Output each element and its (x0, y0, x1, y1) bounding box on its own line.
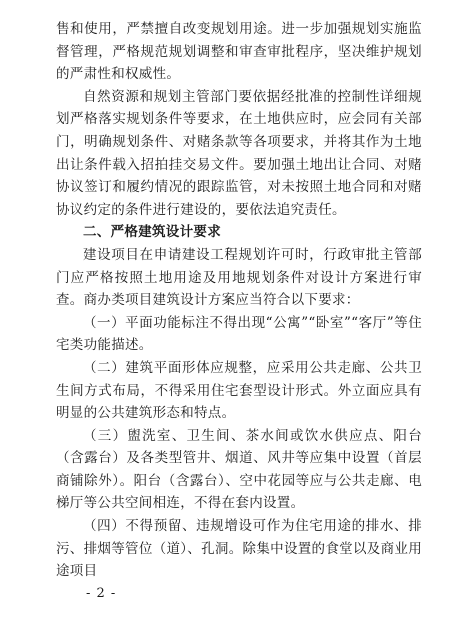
requirement-item-4: （四）不得预留、违规增设可作为住宅用途的排水、排污、排烟等管位（道）、孔洞。除集中设置的食堂以及商业用途项目 (56, 518, 422, 580)
paragraph-continuation: 售和使用，严禁擅自改变规划用途。进一步加强规划实施监督管理，严格规范规划调整和审查审批程序，坚决维护规划的严肃性和权威性。 (56, 21, 422, 83)
requirement-item-2: （二）建筑平面形体应规整，应采用公共走廊、公共卫生间方式布局，不得采用住宅套型设计形式。外立面应具有明显的公共建筑形态和特点。 (56, 359, 422, 422)
document-page (56, 18, 422, 583)
paragraph-planning-conditions: 自然资源和规划主管部门要依据经批准的控制性详细规划严格落实规划条件等要求，在土地供应时，应会同有关部门，明确规划条件、对赌条款等各项要求，并将其作为土地出让条件载入招拍挂交易文件。要加强土地出让合同、对赌协议签订和履约情况的跟踪监管，对未按照土地合同和对赌协议约定的条件进行建设的，要依法追究责任。 (56, 88, 422, 218)
section-heading: 二、严格建筑设计要求 (83, 224, 221, 241)
requirement-item-1: （一）平面功能标注不得出现“公寓”“卧室”“客厅”等住宅类功能描述。 (56, 314, 422, 354)
page-number: - 2 - (86, 586, 117, 601)
paragraph-review-requirements: 建设项目在申请建设工程规划许可时，行政审批主管部门应严格按照土地用途及用地规划条件对设计方案进行审查。商办类项目建筑设计方案应当符合以下要求： (56, 246, 422, 309)
requirement-item-3: （三）盥洗室、卫生间、茶水间或饮水供应点、阳台（含露台）及各类型管井、烟道、风井等应集中设置（首层商铺除外）。阳台（含露台）、空中花园等应与公共走廊、电梯厅等公共空间相连，不得在套内设置。 (56, 427, 422, 512)
